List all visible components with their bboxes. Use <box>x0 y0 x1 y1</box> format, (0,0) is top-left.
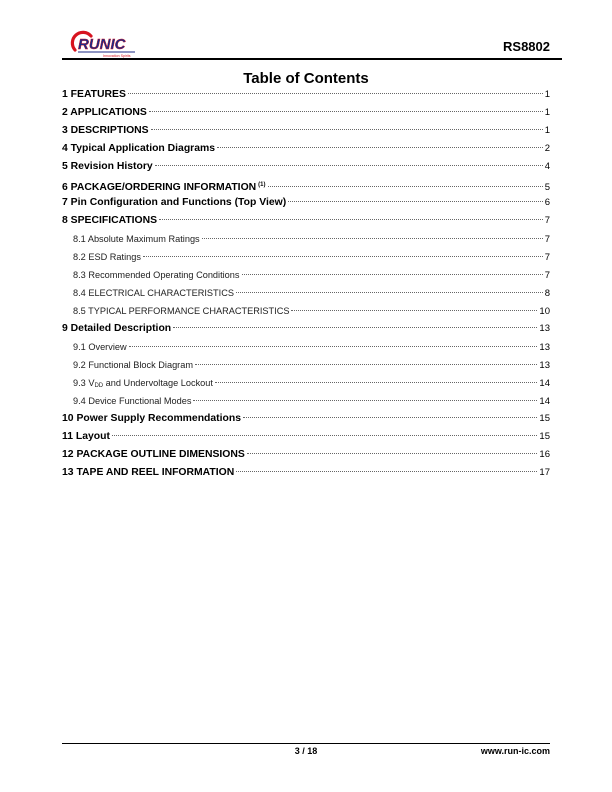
toc-entry[interactable] <box>62 302 550 320</box>
toc-entry[interactable] <box>62 446 550 464</box>
toc-entry-page: 6 <box>544 197 550 208</box>
toc-entry-label: 13 TAPE AND REEL INFORMATION <box>62 467 235 478</box>
toc-entry[interactable] <box>62 194 550 212</box>
dot-leader <box>217 147 543 148</box>
dot-leader <box>202 238 543 239</box>
toc-entry-label: 3 DESCRIPTIONS <box>62 125 149 136</box>
toc-entry[interactable] <box>62 392 550 410</box>
toc-entry-page: 13 <box>539 342 550 353</box>
toc-entry-page: 16 <box>539 449 550 460</box>
toc-entry-label: 9.4 Device Functional Modes <box>73 396 192 406</box>
toc-entry-page: 7 <box>544 270 550 281</box>
dot-leader <box>288 201 543 202</box>
toc-entry-page: 2 <box>544 143 550 154</box>
dot-leader <box>143 256 543 257</box>
dot-leader <box>247 453 538 454</box>
toc-entry-page: 1 <box>544 89 550 100</box>
toc-entry-label: 8.5 TYPICAL PERFORMANCE CHARACTERISTICS <box>73 306 290 316</box>
toc-entry[interactable] <box>62 284 550 302</box>
toc-entry-page: 10 <box>539 306 550 317</box>
toc-entry-label: 12 PACKAGE OUTLINE DIMENSIONS <box>62 449 245 460</box>
toc-entry-label: 9.3 $V_{DD}$ and Undervoltage Lockout <box>73 378 213 389</box>
dot-leader <box>149 111 543 112</box>
header-divider <box>62 58 562 60</box>
toc-entry-label: 1 FEATURES <box>62 89 126 100</box>
dot-leader <box>236 292 543 293</box>
toc-entry-label: 8 SPECIFICATIONS <box>62 215 158 226</box>
toc-entry[interactable] <box>62 410 550 428</box>
toc-entry-label: 8.2 ESD Ratings <box>73 252 141 262</box>
dot-leader <box>128 93 543 94</box>
toc-entry[interactable] <box>62 122 550 140</box>
document-id: RS8802 <box>503 39 550 54</box>
toc-entry-page: 7 <box>544 252 550 263</box>
dot-leader <box>159 219 543 220</box>
toc-entry-label: 7 Pin Configuration and Functions (Top View) <box>62 197 287 208</box>
toc-entry-page: 14 <box>539 396 550 407</box>
toc-entry[interactable] <box>62 212 550 230</box>
toc-entry-page: 14 <box>539 378 550 389</box>
toc-entry-label: 11 Layout <box>62 431 110 442</box>
footer-website: www.run-ic.com <box>480 746 550 756</box>
toc-entry[interactable] <box>62 266 550 284</box>
toc-entry-page: 15 <box>539 431 550 442</box>
dot-leader <box>268 186 543 187</box>
toc-entry-label: 5 Revision History <box>62 161 153 172</box>
dot-leader <box>236 471 537 472</box>
dot-leader <box>243 417 537 418</box>
toc-entry-label: 8.4 ELECTRICAL CHARACTERISTICS <box>73 288 234 298</box>
toc-entry-page: 7 <box>544 234 550 245</box>
dot-leader <box>195 364 537 365</box>
toc-entry-page: 13 <box>539 323 550 334</box>
toc-entry[interactable] <box>62 320 550 338</box>
toc-entry[interactable] <box>62 338 550 356</box>
toc-entry[interactable] <box>62 374 550 392</box>
toc-entry-page: 8 <box>544 288 550 299</box>
dot-leader <box>215 382 537 383</box>
toc-entry[interactable] <box>62 356 550 374</box>
table-of-contents <box>62 86 550 482</box>
toc-entry-page: 7 <box>544 215 550 226</box>
toc-entry-page: 15 <box>539 413 550 424</box>
svg-text:Innovation Spirits: Innovation Spirits <box>103 54 131 58</box>
toc-entry-label: 10 Power Supply Recommendations <box>62 413 241 424</box>
toc-entry-label: 4 Typical Application Diagrams <box>62 143 216 154</box>
toc-entry-page: 5 <box>544 182 550 193</box>
toc-entry-page: 13 <box>539 360 550 371</box>
toc-entry-label: 6 PACKAGE/ORDERING INFORMATION $^{(1)}$ <box>62 182 266 193</box>
dot-leader <box>242 274 543 275</box>
svg-text:RUNIC: RUNIC <box>78 36 126 53</box>
runic-logo <box>65 30 145 58</box>
dot-leader <box>193 400 537 401</box>
dot-leader <box>129 346 538 347</box>
dot-leader <box>155 165 543 166</box>
toc-entry-label: 9.1 Overview <box>73 342 127 352</box>
toc-entry-page: 1 <box>544 107 550 118</box>
page-number: 3 / 18 <box>294 746 318 756</box>
toc-entry[interactable] <box>62 464 550 482</box>
dot-leader <box>291 310 537 311</box>
toc-entry[interactable] <box>62 230 550 248</box>
dot-leader <box>112 435 537 436</box>
toc-entry-label: 2 APPLICATIONS <box>62 107 147 118</box>
toc-entry[interactable] <box>62 158 550 176</box>
dot-leader <box>151 129 543 130</box>
toc-entry[interactable] <box>62 104 550 122</box>
toc-entry[interactable] <box>62 428 550 446</box>
toc-entry[interactable] <box>62 86 550 104</box>
toc-entry-page: 4 <box>544 161 550 172</box>
toc-entry[interactable] <box>62 248 550 266</box>
toc-entry-label: 9 Detailed Description <box>62 323 172 334</box>
toc-entry[interactable] <box>62 140 550 158</box>
toc-entry-label: 9.2 Functional Block Diagram <box>73 360 194 370</box>
footer-divider <box>62 743 550 744</box>
dot-leader <box>173 327 537 328</box>
toc-entry-page: 1 <box>544 125 550 136</box>
toc-entry-label: 8.3 Recommended Operating Conditions <box>73 270 240 280</box>
toc-entry-page: 17 <box>539 467 550 478</box>
toc-entry-label: 8.1 Absolute Maximum Ratings <box>73 234 200 244</box>
page-title: Table of Contents <box>243 70 369 87</box>
page-header <box>62 30 550 60</box>
toc-entry[interactable] <box>62 176 550 194</box>
